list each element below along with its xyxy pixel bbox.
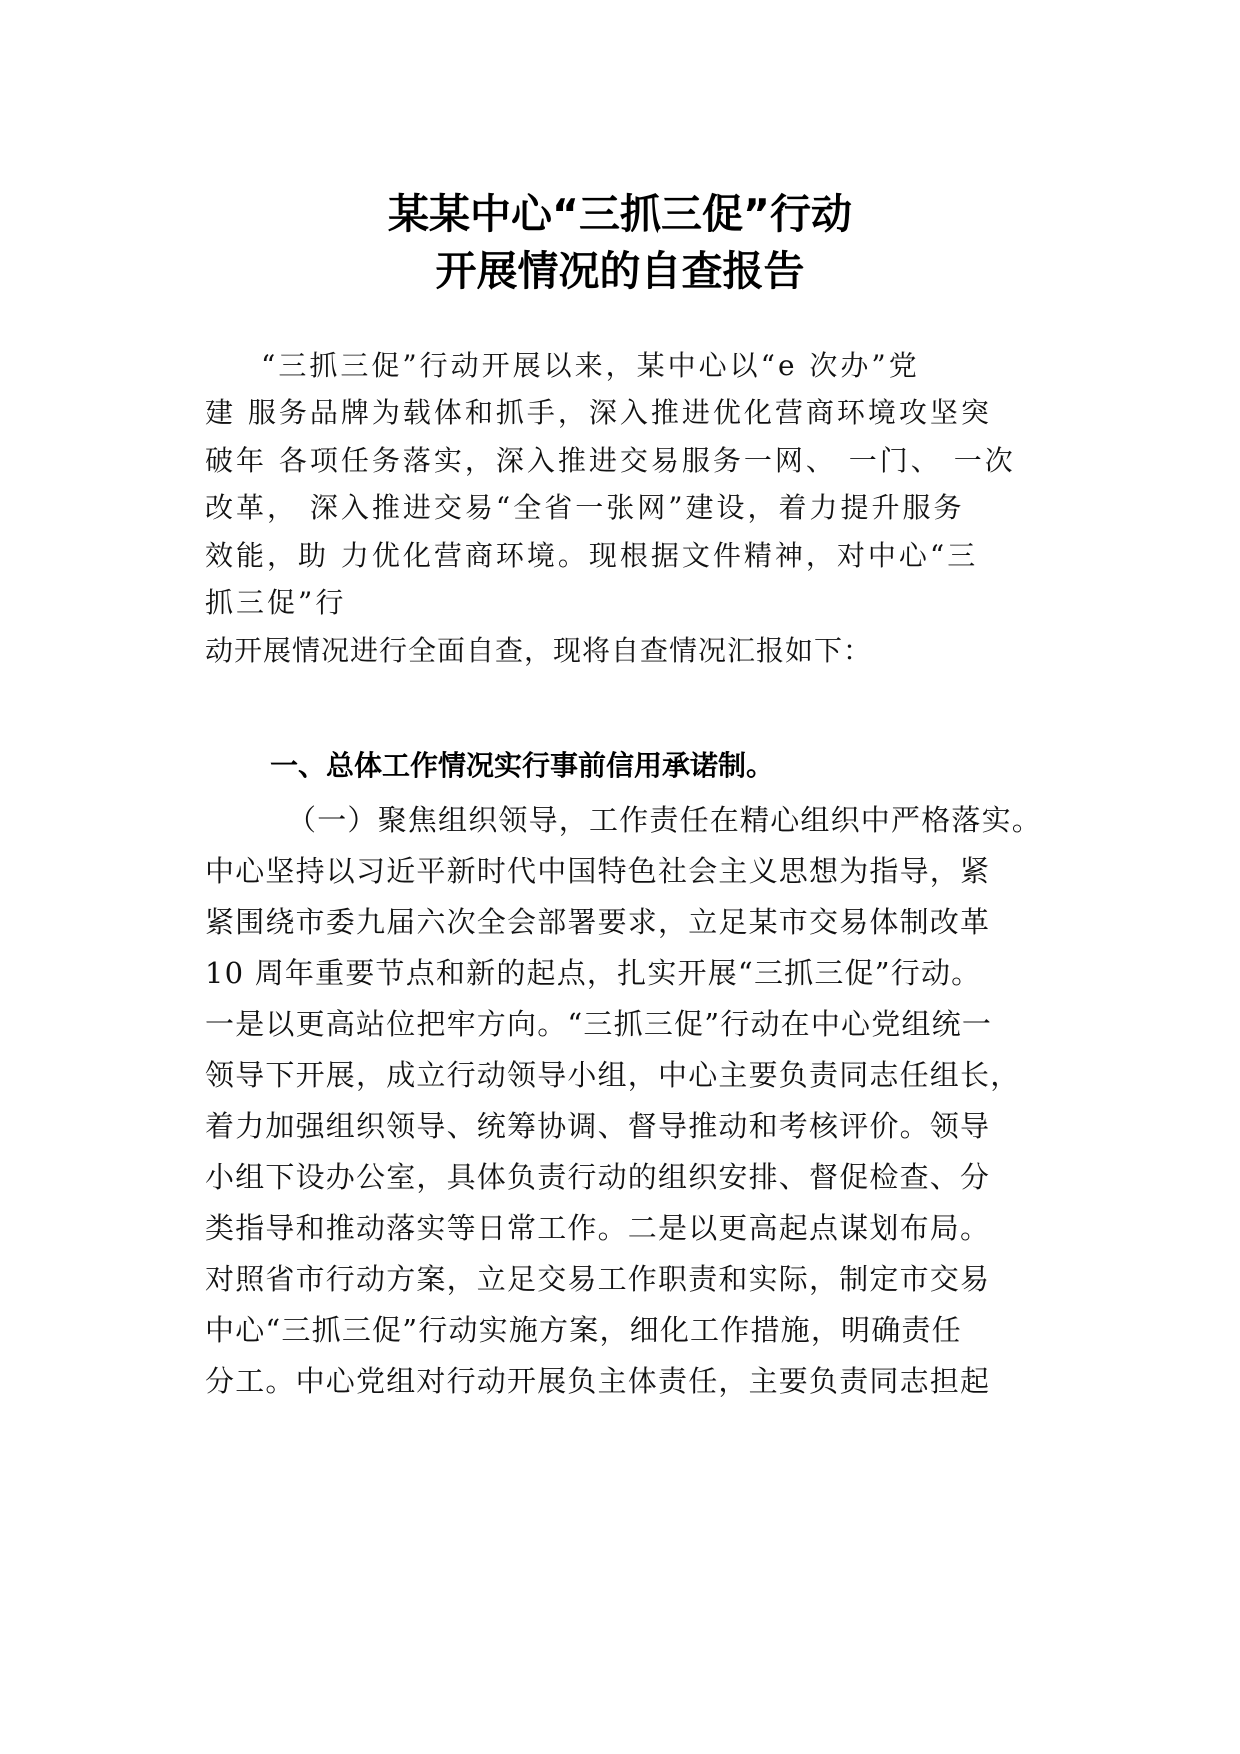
body-line: 着力加强组织领导、统筹协调、督导推动和考核评价。领导 [205, 1109, 991, 1143]
intro-line: “三抓三促”行动开展以来，某中心以“e 次办”党 [261, 349, 920, 382]
intro-line: 改革， 深入推进交易“全省一张网”建设，着力提升服务 [205, 491, 965, 524]
body-line: 中心坚持以习近平新时代中国特色社会主义思想为指导，紧 [205, 854, 991, 888]
intro-line: 效能，助 力优化营商环境。现根据文件精神，对中心“三 [205, 539, 979, 572]
body-line: 对照省市行动方案，立足交易工作职责和实际，制定市交易 [205, 1262, 991, 1296]
intro-line: 建 服务品牌为载体和抓手，深入推进优化营商环境攻坚突 [205, 396, 992, 429]
body-line: 中心“三抓三促”行动实施方案，细化工作措施，明确责任 [205, 1313, 962, 1347]
intro-line: 破年 各项任务落实，深入推进交易服务一网、 一门、 一次 [205, 444, 1016, 477]
body-line: 一是以更高站位把牢方向。“三抓三促”行动在中心党组统一 [205, 1007, 993, 1041]
document-title-line-2: 开展情况的自查报告 [435, 247, 805, 295]
document-title-line-1: 某某中心“三抓三促”行动 [388, 190, 852, 238]
body-line: 分工。中心党组对行动开展负主体责任，主要负责同志担起 [205, 1364, 991, 1398]
body-line: 紧围绕市委九届六次全会部署要求，立足某市交易体制改革 [205, 905, 991, 939]
body-line: 类指导和推动落实等日常工作。二是以更高起点谋划布局。 [205, 1211, 991, 1245]
intro-line: 动开展情况进行全面自查，现将自查情况汇报如下： [205, 634, 873, 667]
intro-line: 抓三促”行 [205, 586, 347, 619]
body-line: 小组下设办公室，具体负责行动的组织安排、督促检查、分 [205, 1160, 991, 1194]
section-heading: 一、总体工作情况实行事前信用承诺制。 [270, 749, 775, 782]
body-line: 领导下开展，成立行动领导小组，中心主要负责同志任组长， [205, 1058, 1021, 1092]
body-line: （一）聚焦组织领导，工作责任在精心组织中严格落实。 [287, 803, 1043, 837]
body-line: 10 周年重要节点和新的起点，扎实开展“三抓三促”行动。 [205, 956, 982, 990]
